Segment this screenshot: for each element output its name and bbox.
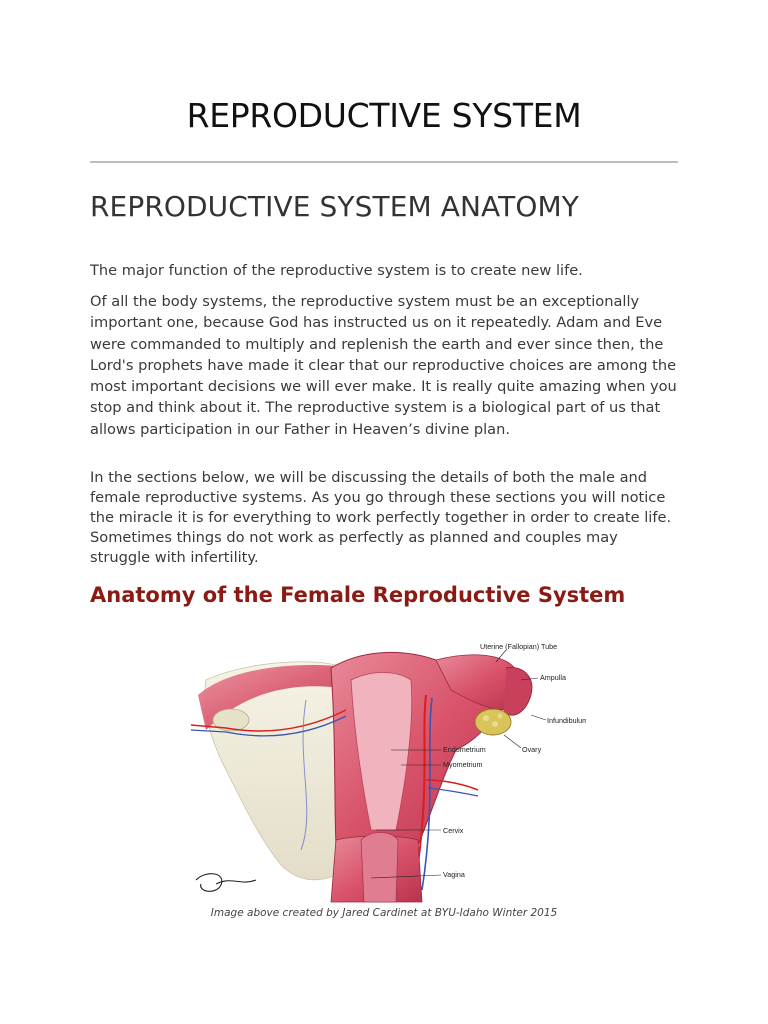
label-infundibulum: Infundibulum bbox=[547, 716, 586, 725]
label-ampulla: Ampulla bbox=[540, 673, 566, 682]
infundibulum bbox=[504, 667, 532, 715]
label-myometrium: Myometrium bbox=[443, 760, 483, 769]
label-cervix: Cervix bbox=[443, 826, 464, 835]
paragraph-1: The major function of the reproductive system is to create new life. bbox=[90, 262, 583, 279]
paragraph-3: In the sections below, we will be discussing the details of both the male and female reproductive systems. As you go through these sections you will notice the miracle it is for everything to work perfectly together in order to create life. Sometimes things do not work as perfectly as planned and couples may struggle with infertility. bbox=[90, 469, 672, 566]
female-anatomy-figure bbox=[186, 640, 586, 905]
figure-caption: Image above created by Jared Cardinet at BYU-Idaho Winter 2015 bbox=[210, 907, 558, 919]
uterus-illustration bbox=[186, 640, 586, 905]
label-endometrium: Endometrium bbox=[443, 745, 486, 754]
title-divider bbox=[90, 161, 678, 163]
document-title: REPRODUCTIVE SYSTEM bbox=[186, 96, 582, 135]
label-vagina: Vagina bbox=[443, 870, 465, 879]
female-anatomy-heading: Anatomy of the Female Reproductive System bbox=[90, 583, 626, 607]
paragraph-2: Of all the body systems, the reproductive system must be an exceptionally important one, because God has instructed us on it repeatedly. Adam and Eve were commanded to multiply and replenish the earth and ever since then, the Lord's prophets have made it clear that our reproductive choices are among the most important decisions we will ever make. It is really quite amazing when you stop and think about it. The reproductive system is a biological part of us that allows participation in our Father in Heaven’s divine plan. bbox=[90, 293, 677, 438]
section-heading: REPRODUCTIVE SYSTEM ANATOMY bbox=[90, 190, 579, 223]
artist-signature bbox=[196, 874, 256, 892]
label-uterine-tube: Uterine (Fallopian) Tube bbox=[480, 642, 558, 651]
label-ovary: Ovary bbox=[522, 745, 542, 754]
